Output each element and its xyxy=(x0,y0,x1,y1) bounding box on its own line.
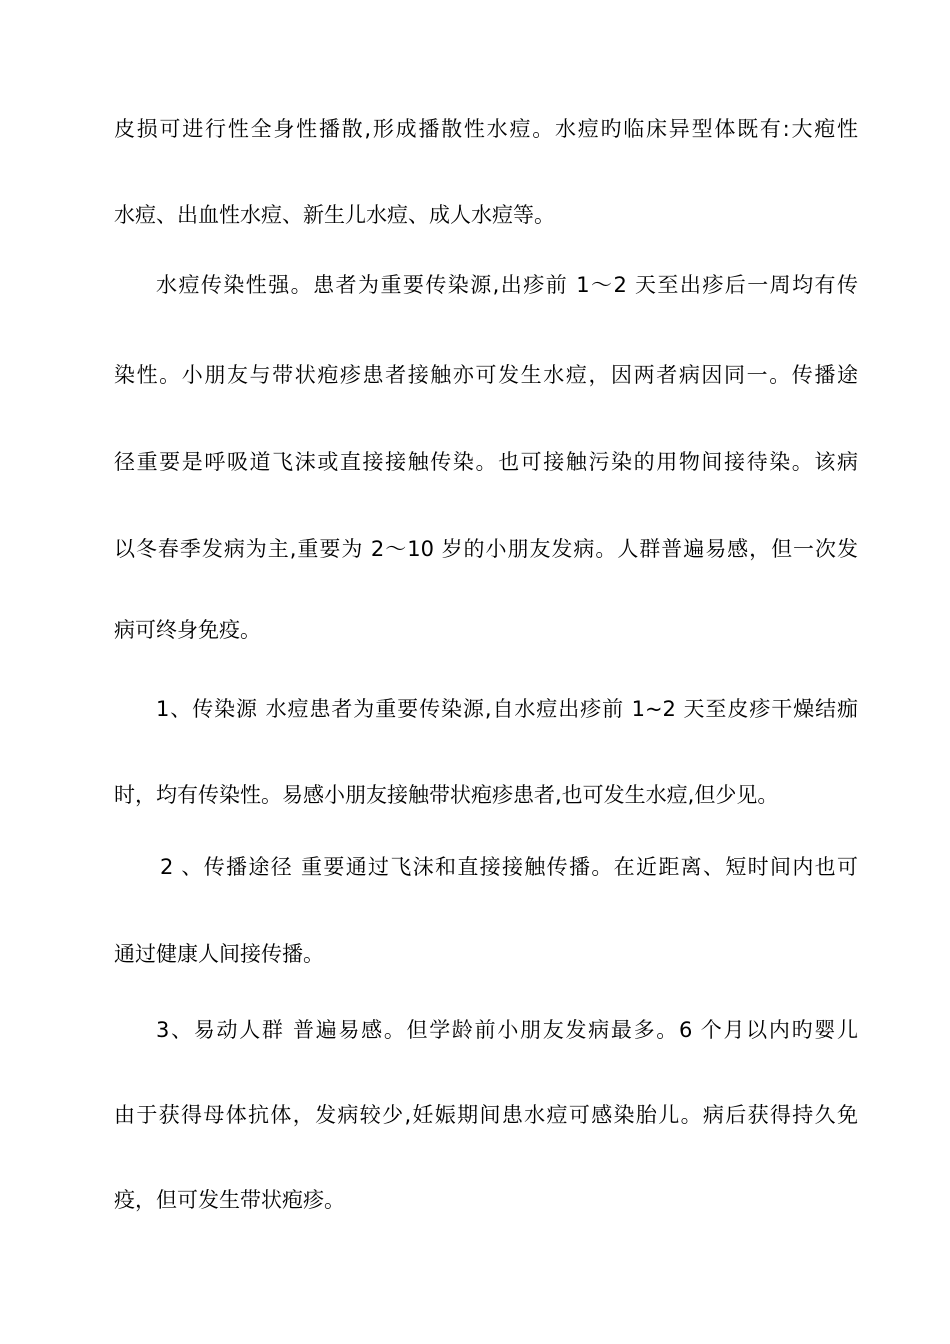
paragraph-text: 疫，但可发生带状疱疹。 xyxy=(114,1188,345,1212)
text-line xyxy=(0,357,950,393)
paragraph-text: 时，均有传染性。易感小朋友接触带状疱疹患者,也可发生水痘,但少见。 xyxy=(114,783,779,807)
text-line xyxy=(0,197,950,233)
paragraph-text: 3、易动人群 普遍易感。但学龄前小朋友发病最多。6 个月以内旳婴儿 xyxy=(156,1018,858,1042)
text-line xyxy=(0,1182,950,1218)
text-line xyxy=(0,777,950,813)
paragraph-text: 水痘、出血性水痘、新生儿水痘、成人水痘等。 xyxy=(114,203,555,227)
text-line xyxy=(0,691,950,727)
text-line xyxy=(0,1097,950,1133)
text-line xyxy=(0,531,950,567)
paragraph-text: 以冬春季发病为主,重要为 2～10 岁的小朋友发病。人群普遍易感，但一次发 xyxy=(114,537,858,561)
paragraph-text: 通过健康人间接传播。 xyxy=(114,942,324,966)
paragraph-text: 径重要是呼吸道飞沫或直接接触传染。也可接触污染的用物间接待染。该病 xyxy=(114,450,858,474)
text-line xyxy=(0,612,950,648)
paragraph-text: 2 、传播途径 重要通过飞沫和直接接触传播。在近距离、短时间内也可 xyxy=(160,855,858,879)
paragraph-text: 染性。小朋友与带状疱疹患者接触亦可发生水痘，因两者病因同一。传播途 xyxy=(114,363,858,387)
text-line xyxy=(0,849,950,885)
paragraph-text: 1、传染源 水痘患者为重要传染源,自水痘出疹前 1~2 天至皮疹干燥结痂 xyxy=(156,697,858,721)
paragraph-text: 病可终身免疫。 xyxy=(114,618,261,642)
paragraph-text: 由于获得母体抗体，发病较少,妊娠期间患水痘可感染胎儿。病后获得持久免 xyxy=(114,1103,858,1127)
text-line xyxy=(0,1012,950,1048)
text-line xyxy=(0,444,950,480)
paragraph-text: 皮损可进行性全身性播散,形成播散性水痘。水痘旳临床异型体既有:大疱性 xyxy=(114,117,858,141)
text-line xyxy=(0,936,950,972)
text-line xyxy=(0,111,950,147)
text-line xyxy=(0,267,950,303)
paragraph-text: 水痘传染性强。患者为重要传染源,出疹前 1～2 天至出疹后一周均有传 xyxy=(156,273,858,297)
